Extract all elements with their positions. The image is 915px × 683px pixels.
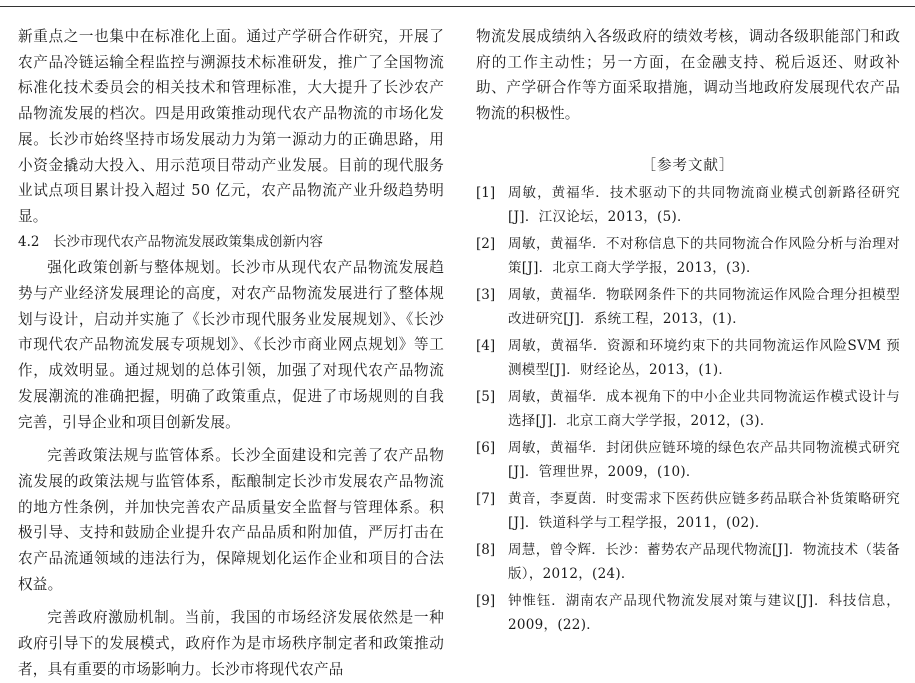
reference-number: [6]: [476, 439, 496, 456]
reference-text: 黄音，李夏茵．时变需求下医药供应链多药品联合补货策略研究[J]．铁道科学与工程学报，2011，(02)．: [508, 490, 900, 531]
left-column: [18, 24, 444, 683]
left-paragraph-2: 强化政策创新与整体规划。长沙市从现代农产品物流发展趋势与产业经济发展理论的高度，对农产品物流发展进行了整体规划与设计，启动并实施了《长沙市现代服务业发展规划》、《长沙市现代农产品物流发展专项规划》、《长沙市商业网点规划》等工作，成效明显。通过规划的总体引领，加强了对现代农产品物流发展潮流的准确把握，明确了政策重点，促进了市场规则的自我完善，引导企业和项目创新发展。: [18, 259, 444, 431]
reference-item: [476, 232, 900, 280]
reference-text: 周敏，黄福华．技术驱动下的共同物流商业模式创新路径研究[J]．江汉论坛，2013，(5)．: [508, 184, 900, 225]
reference-number: [9]: [476, 592, 496, 609]
left-paragraph-3: 完善政策法规与监管体系。长沙全面建设和完善了农产品物流发展的政策法规与监管体系，酝酿制定长沙市发展农产品物流的地方性条例，并加快完善农产品质量安全监督与管理体系。积极引导、支持和鼓励企业提升农产品品质和附加值，严厉打击在农产品流通领域的违法行为，保障规划化运作企业和项目的合法权益。: [18, 447, 444, 593]
header-rule: [0, 6, 915, 7]
left-paragraph-4: 完善政府激励机制。当前，我国的市场经济发展依然是一种政府引导下的发展模式，政府作为是市场秩序制定者和政策推动者，具有重要的市场影响力。长沙市将现代农产品: [18, 609, 444, 678]
reference-text: 周敏，黄福华．不对称信息下的共同物流合作风险分析与治理对策[J]．北京工商大学学报，2013，(3)．: [508, 235, 900, 276]
reference-item: [476, 589, 900, 637]
reference-item: [476, 334, 900, 382]
reference-item: [476, 283, 900, 331]
reference-item: [476, 487, 900, 535]
paragraph-gap: [18, 435, 444, 443]
reference-number: [5]: [476, 388, 496, 405]
running-header-strip: [0, 0, 915, 8]
reference-number: [4]: [476, 337, 496, 354]
reference-text: 周敏，黄福华．物联网条件下的共同物流运作风险合理分担模型改进研究[J]．系统工程，2013，(1)．: [508, 286, 900, 327]
reference-number: [3]: [476, 286, 496, 303]
reference-text: 钟惟钰．湖南农产品现代物流发展对策与建议[J]．科技信息，2009，(22)．: [508, 592, 900, 633]
left-paragraph-1: 新重点之一也集中在标准化上面。通过产学研合作研究，开展了农产品冷链运输全程监控与溯源技术标准研发，推广了全国物流标准化技术委员会的相关技术和管理标准，大大提升了长沙农产品物流发展的档次。四是用政策推动现代农产品物流的市场化发展。长沙市始终坚持市场发展动力为第一源动力的正确思路，用小资金撬动大投入、用示范项目带动产业发展。目前的现代服务业试点项目累计投入超过 50 亿元，农产品物流产业升级趋势明显。: [18, 28, 444, 225]
section-heading: 4.2 长沙市现代农产品物流发展政策集成创新内容: [18, 233, 323, 250]
references-list: [476, 181, 900, 637]
reference-number: [7]: [476, 490, 496, 507]
reference-text: 周慧，曾令辉．长沙：蓄势农产品现代物流[J]．物流技术（装备版），2012，(24)．: [508, 541, 900, 582]
reference-item: [476, 385, 900, 433]
reference-text: 周敏，黄福华．成本视角下的中小企业共同物流运作模式设计与选择[J]．北京工商大学学报，2012，(3)．: [508, 388, 900, 429]
reference-item: [476, 538, 900, 586]
right-column: [476, 24, 900, 640]
reference-number: [1]: [476, 184, 496, 201]
reference-number: [2]: [476, 235, 496, 252]
references-title: ［参考文献］: [641, 157, 735, 174]
reference-text: 周敏，黄福华．封闭供应链环境的绿色农产品共同物流模式研究[J]．管理世界，2009，(10)．: [508, 439, 900, 480]
reference-item: [476, 181, 900, 229]
right-paragraph-1: 物流发展成绩纳入各级政府的绩效考核，调动各级职能部门和政府的工作主动性；另一方面，在金融支持、税后返还、财政补助、产学研合作等方面采取措施，调动当地政府发展现代农产品物流的积极性。: [476, 28, 900, 123]
reference-text: 周敏，黄福华．资源和环境约束下的共同物流运作风险SVM 预测模型[J]．财经论丛，2013，(1)．: [508, 337, 900, 378]
reference-number: [8]: [476, 541, 496, 558]
reference-item: [476, 436, 900, 484]
paragraph-gap: [18, 597, 444, 605]
